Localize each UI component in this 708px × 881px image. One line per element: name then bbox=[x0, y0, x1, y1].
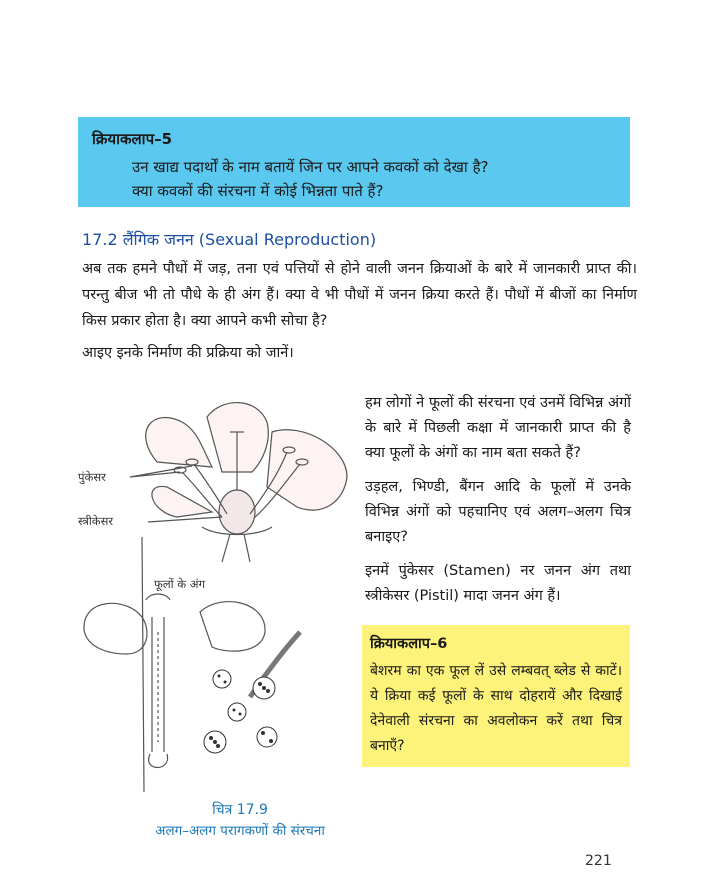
activity-5-title: क्रियाकलाप–5 bbox=[92, 130, 173, 148]
section-paragraph-2: आइए इनके निर्माण की प्रक्रिया को जानें। bbox=[82, 345, 294, 361]
activity-6-title: क्रियाकलाप–6 bbox=[370, 636, 448, 652]
page-number: 221 bbox=[585, 853, 612, 869]
right-paragraph-1: हम लोगों ने फूलों की संरचना एवं उनमें विभिन्न अंगों के बारे में पिछली कक्षा में जानकारी प्राप्त की है क्या फूलों के अंगों का नाम बता सकते हैं? bbox=[365, 395, 631, 461]
figure-number: चित्र 17.9 bbox=[212, 802, 268, 818]
pistil-label: स्त्रीकेसर bbox=[78, 514, 114, 528]
activity-5-box bbox=[78, 117, 630, 207]
right-column-text bbox=[365, 391, 631, 618]
flower-parts-label: फूलों के अंग bbox=[154, 577, 206, 591]
flower-figure bbox=[72, 392, 362, 792]
activity-6-box bbox=[362, 625, 630, 767]
activity-5-question-2: क्या कवकों की संरचना में कोई भिन्नता पाते हैं? bbox=[132, 182, 384, 200]
section-heading: 17.2 लैंगिक जनन (Sexual Reproduction) bbox=[82, 230, 377, 249]
flower-illustration bbox=[72, 392, 362, 792]
right-paragraph-3: इनमें पुंकेसर (Stamen) नर जनन अंग तथा स्त्रीकेसर (Pistil) मादा जनन अंग हैं। bbox=[365, 563, 631, 604]
activity-5-question-1: उन खाद्य पदार्थों के नाम बतायें जिन पर आपने कवकों को देखा है? bbox=[132, 158, 489, 176]
stamen-label: पुंकेसर bbox=[78, 470, 106, 484]
figure-caption bbox=[80, 800, 400, 839]
activity-6-body: बेशरम का एक फूल लें उसे लम्बवत् ब्लेड से काटें। ये क्रिया कई फूलों के साथ दोहरायें और दिखाई देनेवाली संरचना का अवलोकन करें तथा चित्र बनाएँ? bbox=[370, 663, 622, 754]
figure-title: अलग–अलग परागकणों की संरचना bbox=[155, 823, 325, 839]
right-paragraph-2: उड़हल, भिण्डी, बैंगन आदि के फूलों में उनके विभिन्न अंगों को पहचानिए एवं अलग–अलग चित्र बनाइए? bbox=[365, 479, 631, 545]
section-paragraph-1: अब तक हमने पौधों में जड़, तना एवं पत्तियों से होने वाली जनन क्रियाओं के बारे में जानकारी प्राप्त की। परन्तु बीज भी तो पौधे के ही अंग हैं। क्या वे भी पौधों में जनन क्रिया करते हैं। पौधों में बीजों का निर्माण किस प्रकार होता है। क्या आपने कभी सोचा है? bbox=[82, 261, 637, 329]
